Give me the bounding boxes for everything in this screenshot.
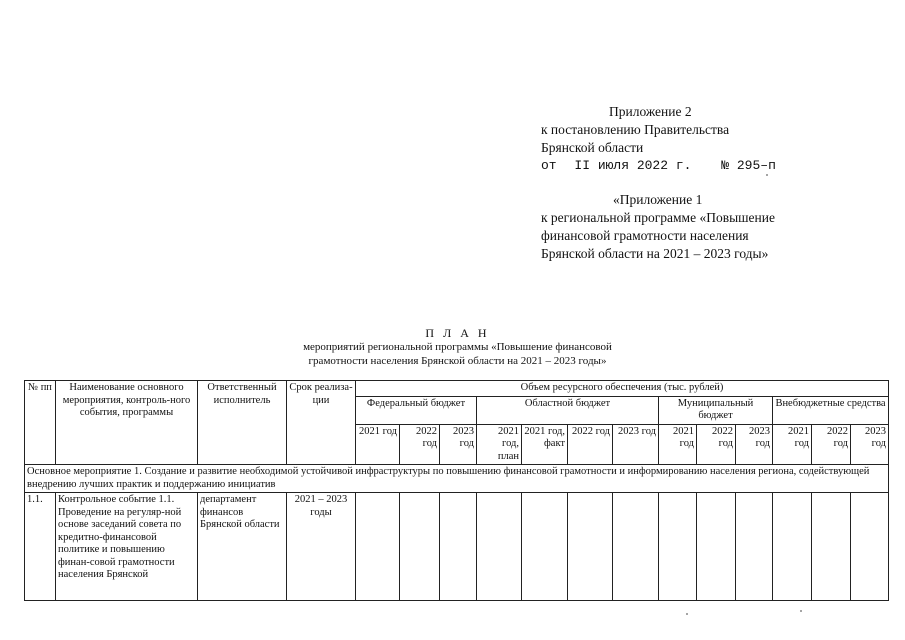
row-name: Контрольное событие 1.1. Проведение на регуляр-ной основе заседаний совета по кредитно-финансовой политике и повышению финан-совой грамотности населения Брянской xyxy=(56,493,198,601)
year-header: 2021 год xyxy=(659,424,697,465)
year-header: 2022 год xyxy=(400,424,440,465)
year-header: 2023 год xyxy=(440,424,477,465)
year-header: 2022 год xyxy=(697,424,736,465)
year-header: 2023 год xyxy=(851,424,889,465)
empty-cell xyxy=(440,493,477,601)
plan-table xyxy=(24,380,889,601)
table-row xyxy=(25,493,889,601)
section-title: Основное мероприятие 1. Создание и развитие необходимой устойчивой инфраструктуры по повышению финансовой грамотности и информированию населения региона, содействующей внедрению лучших практик и поддержанию инициатив xyxy=(25,465,889,493)
plan-word: П Л А Н xyxy=(425,326,490,340)
year-header: 2021 год, факт xyxy=(522,424,568,465)
group-municipal-header: Муниципальный бюджет xyxy=(659,396,773,424)
appendix-line-3: финансовой грамотности населения xyxy=(541,228,749,243)
empty-cell xyxy=(568,493,613,601)
header-line-2: к постановлению Правительства xyxy=(541,122,730,137)
row-number: 1.1. xyxy=(25,493,56,601)
header-date-line xyxy=(541,157,776,175)
table-header-row-1 xyxy=(25,381,889,397)
decree-number: № 295–п xyxy=(721,158,776,173)
empty-cell xyxy=(812,493,851,601)
col-term-header: Срок реализа-ции xyxy=(287,381,356,465)
year-header: 2021 год xyxy=(356,424,400,465)
section-row xyxy=(25,465,889,493)
year-header: 2021 год, план xyxy=(477,424,522,465)
empty-cell xyxy=(613,493,659,601)
plan-title xyxy=(285,326,630,368)
empty-cell xyxy=(851,493,889,601)
year-header: 2023 год xyxy=(613,424,659,465)
appendix-line-4: Брянской области на 2021 – 2023 годы» xyxy=(541,246,769,261)
row-executor: департамент финансов Брянской области xyxy=(198,493,287,601)
col-name-header: Наименование основного мероприятия, контроль-ного события, программы xyxy=(56,381,198,465)
col-executor-header: Ответственный исполнитель xyxy=(198,381,287,465)
year-header: 2022 год xyxy=(812,424,851,465)
group-regional-header: Областной бюджет xyxy=(477,396,659,424)
decree-date: II июля 2022 г. xyxy=(574,158,692,173)
year-header: 2023 год xyxy=(736,424,773,465)
empty-cell xyxy=(400,493,440,601)
empty-cell xyxy=(773,493,812,601)
date-prefix: от xyxy=(541,158,557,173)
empty-cell xyxy=(356,493,400,601)
year-header: 2022 год xyxy=(568,424,613,465)
scan-speck xyxy=(686,613,688,615)
header-line-1: Приложение 2 xyxy=(609,104,692,119)
col-volume-header: Объем ресурсного обеспечения (тыс. рублей) xyxy=(356,381,889,397)
empty-cell xyxy=(736,493,773,601)
empty-cell xyxy=(522,493,568,601)
plan-subtitle-2: грамотности населения Брянской области на 2021 – 2023 годы» xyxy=(308,355,607,367)
col-no-header: № пп xyxy=(25,381,56,465)
header-line-3: Брянской области xyxy=(541,140,644,155)
scan-speck xyxy=(766,174,768,176)
year-header: 2021 год xyxy=(773,424,812,465)
scan-speck xyxy=(800,610,802,612)
group-extra-header: Внебюджетные средства xyxy=(773,396,889,424)
group-federal-header: Федеральный бюджет xyxy=(356,396,477,424)
row-term: 2021 – 2023 годы xyxy=(287,493,356,601)
appendix-line-2: к региональной программе «Повышение xyxy=(541,210,775,225)
appendix-header xyxy=(541,191,775,263)
plan-subtitle-1: мероприятий региональной программы «Повышение финансовой xyxy=(303,341,612,353)
empty-cell xyxy=(477,493,522,601)
empty-cell xyxy=(697,493,736,601)
decree-header xyxy=(541,103,776,175)
empty-cell xyxy=(659,493,697,601)
appendix-line-1: «Приложение 1 xyxy=(613,192,703,207)
